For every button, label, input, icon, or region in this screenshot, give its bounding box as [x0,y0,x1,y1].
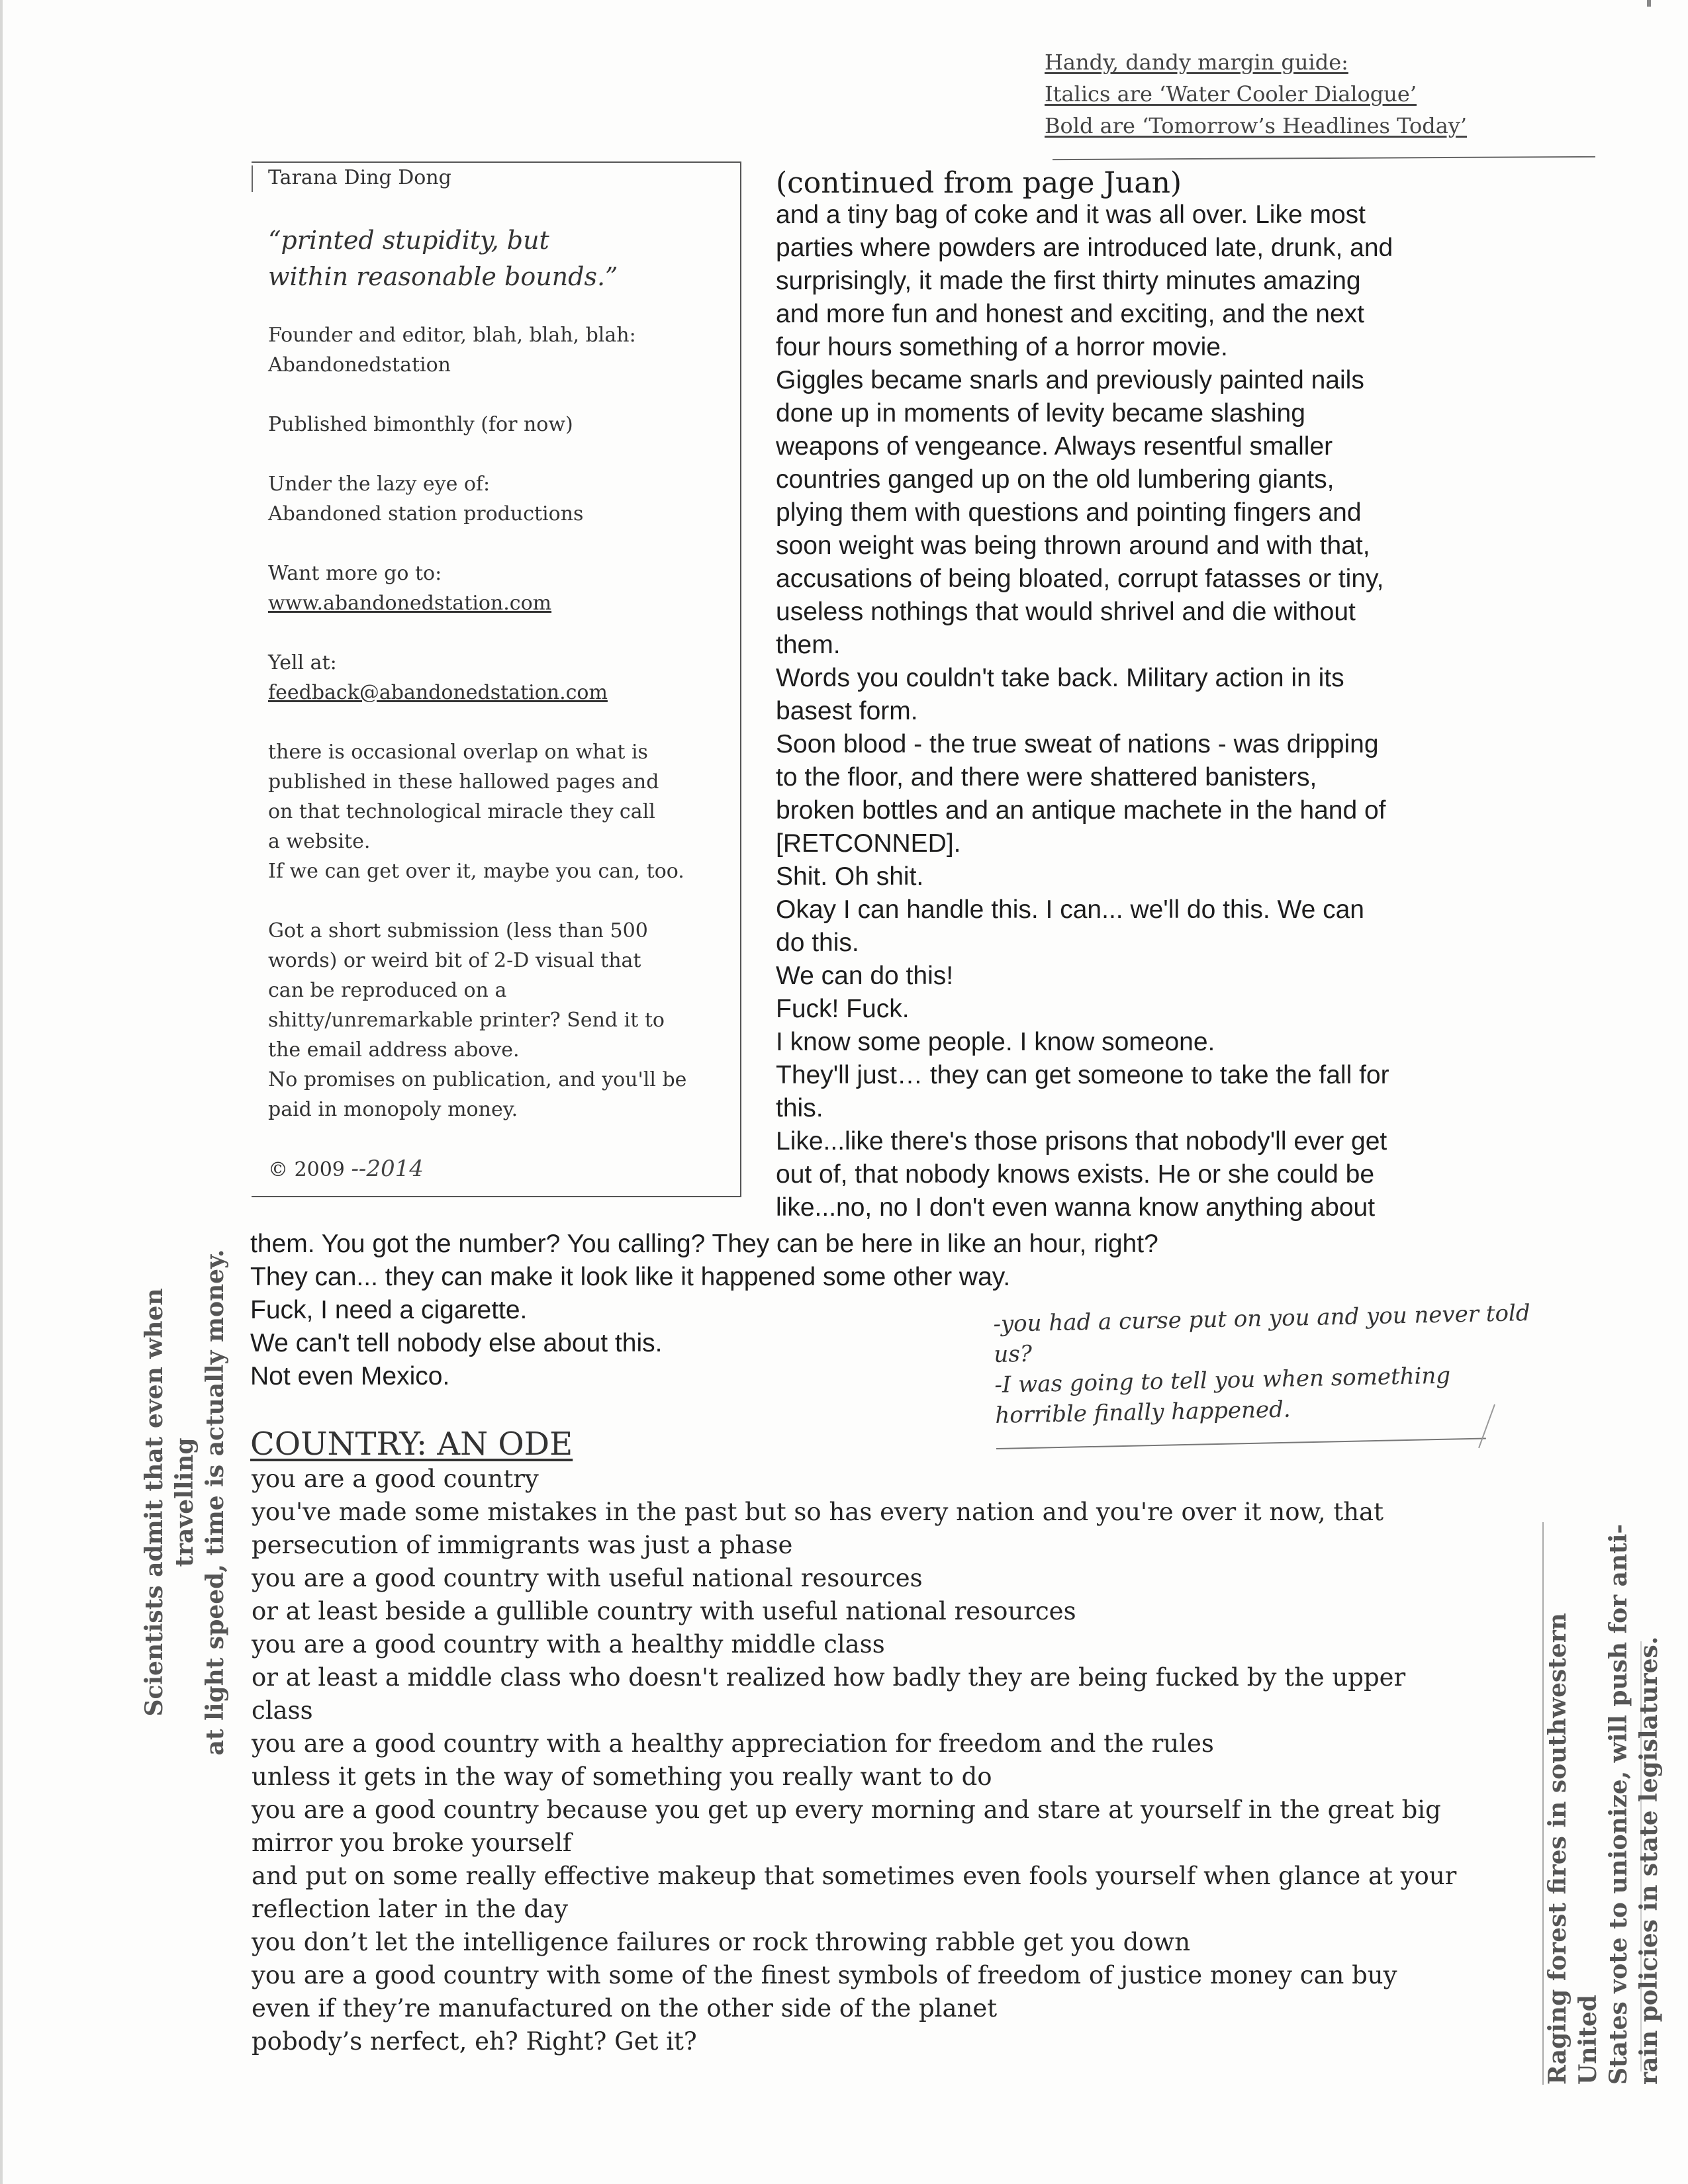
ode-line: you are a good country with useful national resources [252,1564,923,1592]
dialogue-line: horrible finally happened. [994,1396,1291,1429]
headline-line: States vote to unionize, will push for anti- [1605,1524,1632,2085]
article-line: broken bottles and an antique machete in the hand of [776,796,1386,825]
article-line: Giggles became snarls and previously painted nails [776,366,1364,394]
ode-line: or at least beside a gullible country with useful national resources [252,1597,1076,1625]
masthead-quote-line: within reasonable bounds.” [268,262,618,291]
masthead-yell-label: Yell at: [268,651,337,674]
submit-line: words) or weird bit of 2-D visual that [268,949,641,972]
masthead-role-line: Founder and editor, blah, blah, blah: [268,324,636,347]
submit-line: Got a short submission (less than 500 [268,919,648,942]
article-line: useless nothings that would shrivel and die without [776,598,1356,626]
margin-guide-italics: Italics are ‘Water Cooler Dialogue’ [1045,81,1417,107]
continued-header: (continued from page Juan) [776,166,1182,200]
masthead-eye-line: Abandoned station productions [268,502,584,525]
masthead-quote-line: “printed stupidity, but [268,226,549,255]
article-line: accusations of being bloated, corrupt fatasses or tiny, [776,565,1384,593]
article-line: and more fun and honest and exciting, and the next [776,300,1364,328]
ode-line: or at least a middle class who doesn't realized how badly they are being fucked by the upper [252,1663,1406,1692]
masthead-copyright [268,1154,740,1185]
masthead-yell [268,648,740,707]
right-headline [1542,1522,1663,2085]
article-line: to the floor, and there were shattered banisters, [776,763,1317,792]
masthead-overlap-note [268,737,740,886]
article-line: soon weight was being thrown around and with that, [776,531,1370,560]
ode-line: mirror you broke yourself [252,1829,572,1857]
ode-body [252,1463,1463,2058]
masthead-eye [268,469,740,529]
article-line: Fuck! Fuck. [776,995,910,1023]
copyright-handwritten-year: --2014 [351,1156,424,1182]
submit-line: can be reproduced on a [268,979,507,1002]
article-line: them. You got the number? You calling? They can be here in like an hour, right? [250,1230,1158,1258]
article-line: Like...like there's those prisons that nobody'll ever get [776,1127,1387,1156]
article-line: basest form. [776,697,918,725]
ode-line: and put on some really effective makeup that sometimes even fools yourself when glance at your [252,1862,1457,1890]
scan-edge [0,0,3,2184]
article-line: They'll just… they can get someone to take the fall for [776,1061,1389,1089]
article-line: do this. [776,929,859,957]
article-line: Not even Mexico. [250,1362,450,1390]
article-line: [RETCONNED]. [776,829,961,858]
ode-line: unless it gets in the way of something you really want to do [252,1762,992,1791]
feedback-email-link[interactable]: feedback@abandonedstation.com [268,681,608,704]
overlap-line: a website. [268,830,371,853]
headline-line: Raging forest fires in southwestern United [1544,1613,1602,2085]
article-line: this. [776,1094,823,1122]
article-line: parties where powders are introduced late, drunk, and [776,234,1393,262]
dialogue-line: -you had a curse put on you and you never told [993,1300,1530,1338]
article-line: and a tiny bag of coke and it was all over. Like most [776,201,1366,229]
article-line: We can do this! [776,962,954,990]
article-line: them. [776,631,841,659]
article-line: plying them with questions and pointing fingers and [776,498,1362,527]
headline-line: at light speed, time is actually money. [201,1249,229,1756]
ode-line: you are a good country with a healthy appreciation for freedom and the rules [252,1729,1214,1758]
article-line: They can... they can make it look like it happened some other way. [250,1263,1011,1291]
article-line: like...no, no I don't even wanna know anything about [776,1193,1376,1222]
masthead-eye-line: Under the lazy eye of: [268,473,491,496]
submit-line: paid in monopoly money. [268,1098,518,1121]
submit-line: the email address above. [268,1038,520,1062]
overlap-line: on that technological miracle they call [268,800,655,823]
article-body-wide [250,1228,1158,1393]
ode-line: even if they’re manufactured on the other side of the planet [252,1994,998,2023]
masthead-more [268,559,740,618]
masthead-role-line: Abandonedstation [268,353,451,377]
ode-line: pobody’s nerfect, eh? Right? Get it? [252,2027,697,2056]
article-line: Words you couldn't take back. Military action in its [776,664,1344,692]
ode-line: persecution of immigrants was just a phase [252,1531,793,1559]
article-line: four hours something of a horror movie. [776,333,1228,361]
clipping-edge [996,1438,1486,1449]
margin-guide-title: Handy, dandy margin guide: [1045,50,1348,75]
masthead-role [268,320,740,380]
overlap-line: there is occasional overlap on what is [268,741,648,764]
article-line: Fuck, I need a cigarette. [250,1296,528,1324]
masthead-submission-note [268,916,740,1124]
ode-line: reflection later in the day [252,1895,568,1923]
website-link[interactable]: www.abandonedstation.com [268,592,552,615]
masthead-box [252,161,741,1197]
margin-guide [1045,46,1521,142]
masthead-name: Tarana Ding Dong [268,166,451,189]
masthead-published: Published bimonthly (for now) [268,413,573,436]
article-line: I know some people. I know someone. [776,1028,1215,1056]
article-line: countries ganged up on the old lumbering giants, [776,465,1335,494]
article-line: done up in moments of levity became slashing [776,399,1305,428]
submit-line: shitty/unremarkable printer? Send it to [268,1009,665,1032]
headline-line: Scientists admit that even when travelling [140,1288,199,1717]
ode-line: you are a good country with a healthy middle class [252,1630,885,1659]
submit-line: No promises on publication, and you'll be [268,1068,687,1091]
copyright-text: © 2009 [268,1158,345,1181]
article-line: out of, that nobody knows exists. He or she could be [776,1160,1375,1189]
article-line: Soon blood - the true sweat of nations - was dripping [776,730,1379,758]
masthead-more-label: Want more go to: [268,562,442,585]
margin-guide-bold: Bold are ‘Tomorrow’s Headlines Today’ [1045,113,1468,138]
ode-title: COUNTRY: AN ODE [250,1426,573,1463]
scan-mark [1647,0,1651,7]
overlap-line: If we can get over it, maybe you can, too. [268,860,684,883]
article-line: Shit. Oh shit. [776,862,924,891]
ode-line: you are a good country [252,1465,539,1493]
article-line: Okay I can handle this. I can... we'll do this. We can [776,895,1365,924]
water-cooler-dialogue [993,1298,1545,1431]
overlap-line: published in these hallowed pages and [268,770,659,794]
ode-line: class [252,1696,313,1725]
headline-line: rain policies in state legislatures. [1635,1636,1663,2085]
dialogue-line: -I was going to tell you when something [994,1362,1451,1398]
left-headline [139,1231,229,1774]
ode-line: you are a good country because you get up every morning and stare at yourself in the great big [252,1796,1441,1824]
ode-line: you've made some mistakes in the past but so has every nation and you're over it now, that [252,1498,1383,1526]
ode-line: you don’t let the intelligence failures or rock throwing rabble get you down [252,1928,1191,1956]
article-line: We can't tell nobody else about this. [250,1329,663,1357]
ode-line: you are a good country with some of the finest symbols of freedom of justice money can buy [252,1961,1397,1989]
article-line: surprisingly, it made the first thirty minutes amazing [776,267,1361,295]
dialogue-line: us? [994,1340,1033,1368]
margin-guide-rule [1053,156,1595,160]
masthead-quote [268,222,740,295]
article-body [776,199,1471,1224]
article-column [776,164,1471,1224]
article-line: weapons of vengeance. Always resentful smaller [776,432,1333,461]
